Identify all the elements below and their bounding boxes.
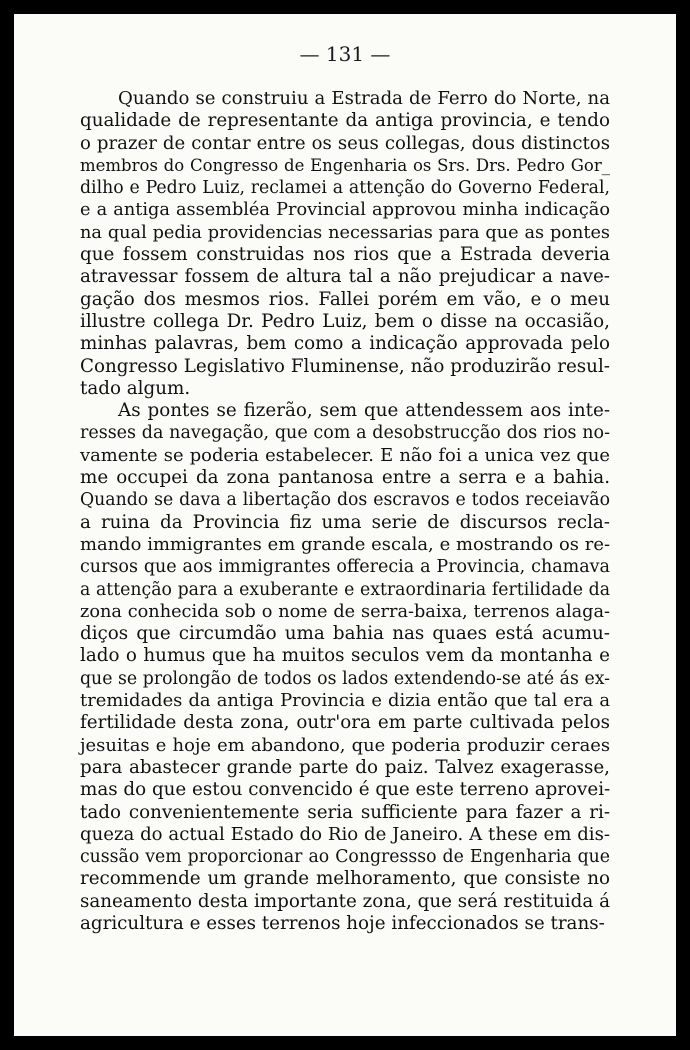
- text-line: zona conhecida sob o nome de serra-baixa, terrenos alaga-: [80, 601, 610, 622]
- text-line: Congresso Legislativo Fluminense, não produzirão resul-: [80, 355, 610, 377]
- text-line: a ruina da Provincia fiz uma serie de discursos recla-: [80, 511, 610, 533]
- text-line: me occupei da zona pantanosa entre a serra e a bahia.: [80, 467, 610, 489]
- text-line: qualidade de representante da antiga provincia, e tendo: [80, 110, 610, 132]
- text-line: minhas palavras, bem como a indicação approvada pelo: [80, 333, 610, 355]
- text-line: o prazer de contar entre os seus collegas, dous distinctos: [80, 132, 610, 154]
- text-line: diços que circumdão uma bahia nas quaes está acumu-: [80, 623, 610, 645]
- text-line: As pontes se fizerão, sem que attendessem aos inte-: [118, 400, 610, 422]
- text-line: agricultura e esses terrenos hoje infeccionados se trans-: [80, 912, 605, 934]
- paragraph: [80, 400, 610, 935]
- text-line: mas do que estou convencido é que este terreno aprovei-: [80, 779, 611, 801]
- text-line: tado convenientemente seria sufficiente para fazer a ri-: [80, 801, 610, 823]
- text-line: atravessar fossem de altura tal a não prejudicar a nave-: [80, 266, 610, 288]
- body-text: [80, 88, 610, 935]
- book-page: [14, 14, 676, 1036]
- text-line: illustre collega Dr. Pedro Luiz, bem o disse na occasião,: [80, 310, 610, 332]
- text-line: tado algum.: [80, 377, 191, 399]
- text-line: Quando se construiu a Estrada de Ferro do Norte, na: [118, 88, 610, 109]
- text-line: cussão vem proporcionar ao Congressso de Engenharia que: [80, 847, 610, 868]
- text-line: resses da navegação, que com a desobstrucção dos rios no-: [80, 423, 610, 444]
- text-line: vamente se poderia estabelecer. E não foi a unica vez que: [80, 444, 610, 466]
- page-number: — 131 —: [299, 42, 391, 66]
- text-line: dilho e Pedro Luiz, reclamei a attenção do Governo Federal,: [80, 178, 610, 199]
- text-line: para abastecer grande parte do paiz. Talvez exagerasse,: [80, 756, 610, 778]
- text-line: membros do Congresso de Engenharia os Srs. Drs. Pedro Gor_: [80, 155, 610, 175]
- text-line: tremidades da antiga Provincia e dizia então que tal era a: [80, 690, 610, 712]
- text-line: saneamento desta importante zona, que será restituida á: [80, 890, 610, 912]
- text-line: lado o humus que ha muitos seculos vem da montanha e: [80, 645, 610, 667]
- text-line: fertilidade desta zona, outr'ora em parte cultivada pelos: [80, 712, 610, 734]
- text-line: Quando se dava a libertação dos escravos e todos receiavão: [80, 490, 610, 511]
- text-line: na qual pedia providencias necessarias para que as pontes: [80, 222, 610, 243]
- text-line: queza do actual Estado do Rio de Janeiro. A these em dis-: [80, 823, 610, 845]
- text-line: mando immigrantes em grande escala, e mostrando os re-: [80, 533, 610, 555]
- text-line: gação dos mesmos rios. Fallei porém em vão, e o meu: [80, 288, 610, 310]
- text-line: e a antiga assembléa Provincial approvou minha indicação: [80, 200, 610, 221]
- text-line: jesuitas e hoje em abandono, que poderia produzir ceraes: [80, 734, 610, 756]
- text-line: cursos que aos immigrantes offerecia a Provincia, chamava: [80, 557, 610, 578]
- text-line: recommende um grande melhoramento, que consiste no: [80, 868, 610, 890]
- text-line: que se prolongão de todos os lados extendendo-se até ás ex-: [80, 668, 610, 689]
- text-line: que fossem construidas nos rios que a Estrada deveria: [80, 244, 610, 266]
- paragraph: [80, 88, 610, 400]
- text-line: a attenção para a exuberante e extraordinaria fertilidade da: [80, 579, 610, 600]
